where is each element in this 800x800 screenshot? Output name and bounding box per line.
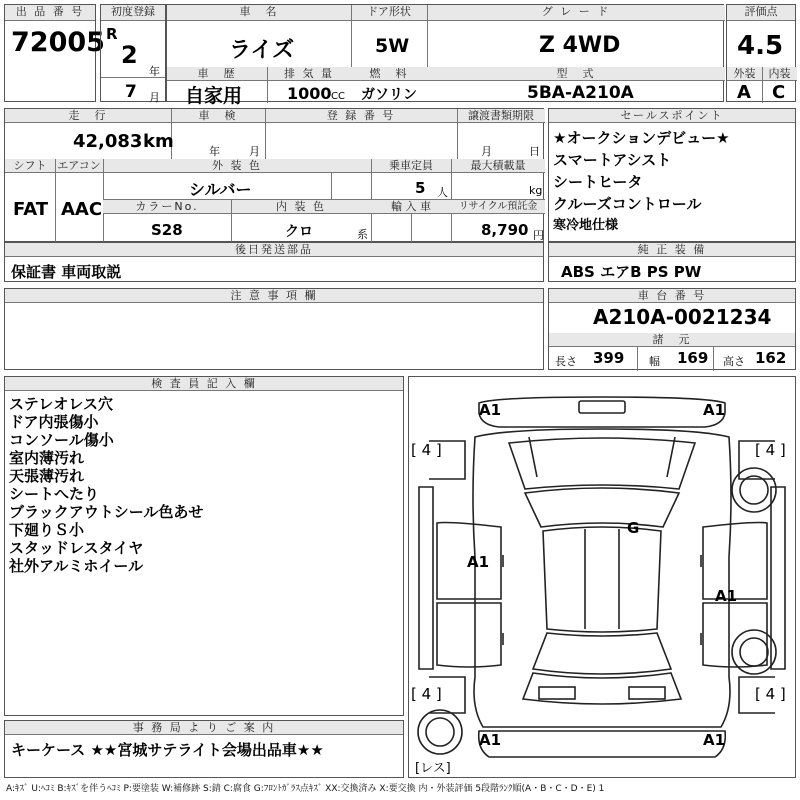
car-name-header: 車 名: [167, 5, 351, 21]
interior-header: 内装: [762, 67, 797, 81]
score-box: [726, 4, 796, 102]
interior-color: クロ: [285, 224, 313, 240]
mileage: 42,083: [73, 131, 143, 152]
grade: Z 4WD: [539, 33, 621, 58]
mileage-header: 走 行: [5, 109, 171, 123]
tire-icon: [729, 465, 779, 515]
height-label: 高さ: [723, 355, 745, 368]
inspector-note: スタッドレスタイヤ: [9, 539, 144, 557]
int-color-header: 内 装 色: [231, 200, 371, 214]
damage-mark-roof: G: [627, 519, 640, 537]
inspector-note: ブラックアウトシール色あせ: [9, 503, 204, 521]
lot-number-header: 出 品 番 号: [5, 5, 95, 21]
history-header: 車 歴: [167, 67, 267, 81]
ac-header: エアコン: [55, 159, 103, 173]
reg-year: 2: [121, 41, 138, 69]
car-body-diagram: [409, 377, 795, 777]
fuel-header: 燃 料: [351, 67, 427, 81]
year-unit: 年: [149, 65, 160, 78]
office-box: [4, 720, 404, 778]
length-label: 長さ: [555, 355, 577, 368]
displacement-header: 排 気 量: [267, 67, 351, 81]
capacity-header: 乗車定員: [371, 159, 451, 173]
interior-color-suffix: 系: [357, 228, 368, 241]
spec-box: [4, 108, 544, 242]
sales-points-list: [553, 129, 730, 235]
capacity: 5: [415, 179, 426, 197]
color-number: S28: [151, 221, 183, 239]
later-parts-header: 後日発送部品: [5, 243, 543, 257]
inspector-note: ドア内張傷小: [9, 413, 99, 431]
notes-header: 注 意 事 項 欄: [5, 289, 543, 303]
notes-box: [4, 288, 544, 370]
damage-mark-rear-right: A1: [703, 731, 726, 749]
later-parts-box: [4, 242, 544, 282]
width: 169: [677, 349, 709, 367]
evaluation-score: 4.5: [737, 31, 784, 61]
car-diagram-box: [408, 376, 796, 778]
inspector-note: 天張薄汚れ: [9, 467, 85, 485]
era: R: [106, 25, 118, 43]
specs-header: 諸 元: [549, 333, 795, 347]
ac-type: AAC: [61, 199, 103, 220]
genuine-equipment: ABS エアB PS PW: [561, 263, 702, 281]
inspector-note: 社外アルミホイール: [9, 557, 144, 575]
damage-mark-front-right: A1: [703, 401, 726, 419]
max-load-header: 最大積載量: [451, 159, 545, 173]
inspector-notes-list: [9, 395, 203, 575]
recycle-fee: 8,790: [481, 221, 529, 239]
displacement: 1000: [287, 84, 332, 103]
interior-grade: C: [772, 82, 786, 103]
legend-footer: A:ｷｽﾞ U:ﾍｺﾐ B:ｷｽﾞを伴うﾍｺﾐ P:要塗装 W:補修跡 S:錆 C:腐食 G:ﾌﾛﾝﾄｶﾞﾗｽ点ｷｽﾞ XX:交換済み X:要交換 内・外装評価 5段階ﾗﾝｸ順(A・B・C・D・E) 1: [6, 784, 605, 794]
length: 399: [593, 349, 625, 367]
office-header: 事 務 局 よ り ご 案 内: [5, 721, 403, 735]
km-unit: km: [143, 131, 174, 152]
damage-mark-front-left: A1: [479, 401, 502, 419]
lot-number: 72005: [11, 27, 105, 58]
damage-mark-rear-left: A1: [479, 731, 502, 749]
recycle-header: リサイクル預託金: [451, 200, 545, 214]
shift-type: FAT: [13, 199, 49, 220]
model-code-header: 型 式: [427, 67, 725, 81]
reg-number-header: 登 録 番 号: [265, 109, 457, 123]
exterior-color: シルバー: [189, 180, 252, 199]
genuine-equipment-box: [548, 242, 796, 282]
tire-icon: [729, 627, 779, 677]
inspector-note: 下廻りＳ小: [9, 521, 85, 539]
vehicle-history: 自家用: [185, 85, 243, 107]
inspection-month-unit: 月: [249, 145, 260, 158]
inspection-year-unit: 年: [209, 145, 220, 158]
damage-mark-right-door: A1: [715, 587, 738, 605]
sales-point-item: シートヒータ: [553, 173, 643, 191]
first-registration-box: [100, 4, 166, 102]
kg-unit: kg: [529, 184, 543, 197]
ext-color-header: 外 装 色: [103, 159, 371, 173]
reg-month: 7: [125, 82, 137, 102]
inspection-header: 車 検: [171, 109, 265, 123]
import-header: 輸 入 車: [371, 200, 451, 214]
sales-points-header: セールスポイント: [549, 109, 795, 123]
sales-point-item: スマートアシスト: [553, 151, 672, 169]
model-code: 5BA-A210A: [527, 83, 634, 103]
tire-grade-rear-right: [ 4 ]: [755, 685, 786, 703]
width-label: 幅: [649, 355, 660, 368]
exterior-grade: A: [737, 82, 751, 103]
inspector-note: コンソール傷小: [9, 431, 114, 449]
inspector-note: ステレオレス穴: [9, 395, 113, 413]
persons-unit: 人: [437, 186, 448, 199]
height: 162: [755, 349, 787, 367]
cc-unit: CC: [331, 91, 345, 102]
genuine-equipment-header: 純 正 装 備: [549, 243, 795, 257]
sales-point-item: ★オークションデビュー★: [553, 129, 730, 147]
office-notice: キーケース ★★宮城サテライト会場出品車★★: [11, 741, 324, 759]
grade-header: グ レ ー ド: [427, 5, 725, 21]
main-info-box: [166, 4, 724, 107]
inspector-box: [4, 376, 404, 716]
shift-header: シフト: [5, 159, 55, 173]
chassis-header: 車 台 番 号: [549, 289, 795, 303]
color-no-header: カラーNo.: [103, 200, 231, 214]
chassis-box: [548, 288, 796, 370]
spare-tire-label: [レス]: [415, 761, 451, 776]
sales-point-item: 寒冷地仕様: [553, 218, 619, 233]
exterior-header: 外装: [727, 67, 762, 81]
chassis-number: A210A-0021234: [593, 305, 772, 329]
tire-grade-front-left: [ 4 ]: [411, 441, 442, 459]
inspector-header: 検 査 員 記 入 欄: [5, 377, 403, 391]
sales-point-item: クルーズコントロール: [553, 195, 702, 213]
door-header: ドア形状: [351, 5, 427, 21]
door-type: 5W: [375, 35, 410, 57]
spare-tire-icon: [415, 707, 465, 757]
car-name: ライズ: [229, 38, 295, 63]
score-header: 評価点: [727, 5, 795, 21]
month-unit: 月: [149, 91, 160, 104]
later-parts: 保証書 車両取説: [11, 263, 122, 281]
inspector-note: 室内薄汚れ: [9, 449, 85, 467]
yen-unit: 円: [533, 229, 544, 242]
deadline-month-unit: 月: [481, 145, 492, 158]
damage-mark-left-door: A1: [467, 553, 490, 571]
tire-grade-rear-left: [ 4 ]: [411, 685, 442, 703]
deadline-day-unit: 日: [529, 145, 540, 158]
transfer-deadline-header: 譲渡書類期限: [457, 109, 545, 123]
lot-number-box: [4, 4, 105, 102]
inspector-note: シートへたり: [9, 485, 100, 503]
fuel: ガソリン: [361, 87, 417, 103]
tire-grade-front-right: [ 4 ]: [755, 441, 786, 459]
sales-points-box: [548, 108, 796, 242]
first-registration-header: 初度登録: [101, 5, 165, 21]
